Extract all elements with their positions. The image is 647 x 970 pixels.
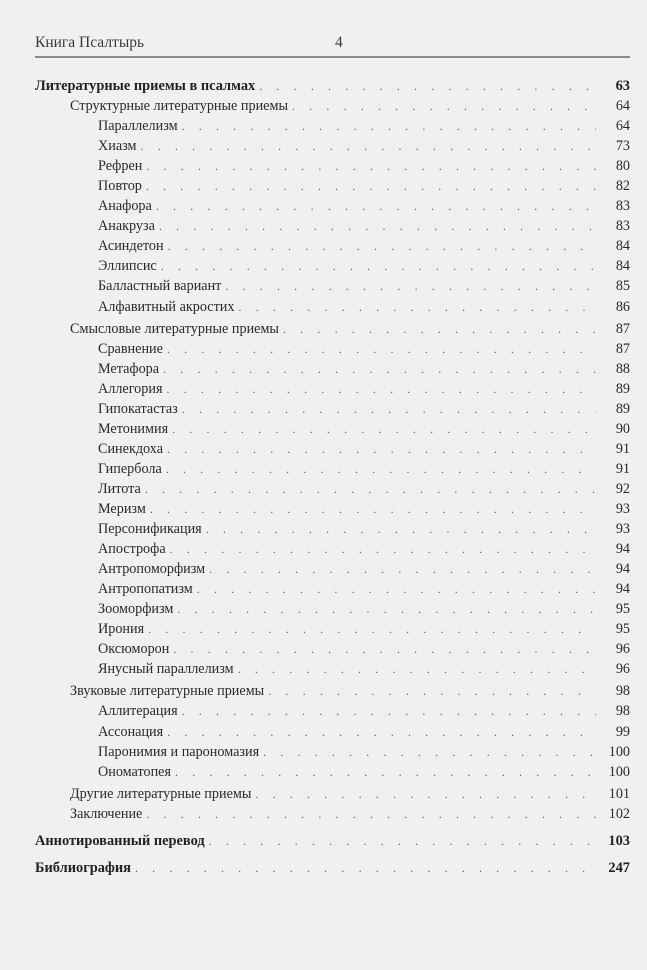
dot-leader: [182, 701, 596, 721]
dot-leader: [161, 256, 596, 276]
toc-entry[interactable]: [35, 701, 630, 721]
dot-leader: [209, 831, 596, 851]
toc-entry[interactable]: [35, 399, 630, 419]
dot-leader: [225, 276, 596, 296]
dot-leader: [156, 196, 596, 216]
toc-entry-page: 80: [615, 158, 630, 175]
toc-entry[interactable]: [35, 722, 630, 742]
dot-leader: [135, 858, 596, 878]
toc-entry-title: Сравнение: [98, 340, 163, 357]
dot-leader: [168, 236, 596, 256]
toc-entry[interactable]: [35, 539, 630, 559]
toc-entry-page: 91: [615, 440, 630, 457]
toc-entry-page: 87: [615, 340, 630, 357]
dot-leader: [209, 559, 596, 579]
dot-leader: [163, 359, 596, 379]
toc-entry[interactable]: [35, 196, 630, 216]
toc-entry-page: 94: [615, 561, 630, 578]
toc-entry-title: Метонимия: [98, 420, 169, 437]
toc-entry-page: 100: [608, 763, 630, 780]
dot-leader: [173, 639, 596, 659]
toc-entry-title: Алфавитный акростих: [98, 298, 235, 315]
toc-entry-title: Меризм: [98, 500, 146, 517]
dot-leader: [167, 722, 596, 742]
toc-entry-title: Паронимия и парономазия: [98, 743, 260, 760]
toc-entry-title: Апострофа: [98, 541, 166, 558]
toc-entry-page: 73: [615, 138, 630, 155]
toc-entry[interactable]: [35, 742, 630, 762]
dot-leader: [177, 599, 596, 619]
dot-leader: [283, 319, 596, 339]
toc-entry-page: 94: [615, 581, 630, 598]
toc-entry[interactable]: [35, 339, 630, 359]
toc-entry-page: 83: [615, 198, 630, 215]
toc-entry-title: Эллипсис: [98, 258, 157, 275]
toc-entry-title: Аллегория: [98, 380, 163, 397]
toc-entry-title: Гипербола: [98, 460, 162, 477]
toc-entry-page: 87: [615, 320, 630, 337]
dot-leader: [167, 339, 596, 359]
dot-leader: [182, 399, 596, 419]
spacer: [35, 824, 630, 831]
dot-leader: [145, 479, 596, 499]
toc-entry[interactable]: [35, 762, 630, 782]
running-header: [35, 34, 630, 58]
toc-entry-title: Антропоморфизм: [98, 561, 206, 578]
toc-entry[interactable]: [35, 96, 630, 116]
dot-leader: [150, 499, 596, 519]
toc-entry-page: 99: [615, 723, 630, 740]
toc-entry-title: Асиндетон: [98, 238, 164, 255]
toc-entry-title: Смысловые литературные приемы: [70, 320, 279, 337]
toc-entry-page: 96: [615, 641, 630, 658]
toc-entry-title: Антропопатизм: [98, 581, 193, 598]
toc-entry[interactable]: [35, 559, 630, 579]
toc-entry[interactable]: [35, 784, 630, 804]
toc-entry-title: Звуковые литературные приемы: [70, 683, 265, 700]
toc-entry-title: Другие литературные приемы: [70, 785, 252, 802]
toc-entry[interactable]: [35, 804, 630, 824]
toc-entry-title: Хиазм: [98, 138, 137, 155]
toc-entry[interactable]: [35, 619, 630, 639]
dot-leader: [206, 519, 596, 539]
toc-entry[interactable]: [35, 216, 630, 236]
toc-entry-page: 93: [615, 521, 630, 538]
book-title: Книга Псалтырь: [35, 34, 145, 51]
toc-entry-page: 90: [615, 420, 630, 437]
dot-leader: [146, 176, 596, 196]
toc-entry[interactable]: [35, 379, 630, 399]
toc-entry-page: 84: [615, 238, 630, 255]
spacer: [35, 851, 630, 858]
toc-entry[interactable]: [35, 681, 630, 701]
dot-leader: [175, 762, 596, 782]
toc-entry-title: Зооморфизм: [98, 601, 174, 618]
toc-entry[interactable]: [35, 319, 630, 339]
toc-entry-page: 92: [615, 480, 630, 497]
toc-entry-page: 86: [615, 298, 630, 315]
toc-entry-title: Гипокатастаз: [98, 400, 178, 417]
toc-entry-page: 85: [615, 278, 630, 295]
toc-entry-page: 64: [615, 98, 630, 115]
toc-entry[interactable]: [35, 439, 630, 459]
toc-entry-title: Ирония: [98, 621, 145, 638]
toc-entry-title: Синекдоха: [98, 440, 164, 457]
toc-entry-page: 96: [615, 661, 630, 678]
toc-entry-title: Аллитерация: [98, 703, 178, 720]
toc-entry-title: Повтор: [98, 178, 142, 195]
toc-entry[interactable]: [35, 156, 630, 176]
toc-entry-title: Библиография: [35, 859, 131, 876]
toc-entry-page: 98: [615, 683, 630, 700]
toc-entry[interactable]: [35, 459, 630, 479]
toc-entry-page: 103: [608, 832, 630, 849]
table-of-contents: [35, 76, 630, 878]
dot-leader: [172, 419, 596, 439]
toc-entry[interactable]: [35, 276, 630, 296]
toc-entry-page: 95: [615, 621, 630, 638]
dot-leader: [263, 742, 596, 762]
dot-leader: [167, 439, 596, 459]
toc-entry-title: Рефрен: [98, 158, 143, 175]
toc-entry[interactable]: [35, 519, 630, 539]
dot-leader: [141, 136, 596, 156]
toc-entry-title: Структурные литературные приемы: [70, 98, 288, 115]
toc-entry-page: 83: [615, 218, 630, 235]
toc-entry-page: 63: [615, 78, 630, 94]
toc-entry-page: 101: [608, 785, 630, 802]
toc-entry[interactable]: [35, 599, 630, 619]
toc-entry-page: 88: [615, 360, 630, 377]
toc-entry-page: 100: [608, 743, 630, 760]
toc-entry-page: 64: [615, 118, 630, 135]
toc-entry-title: Литературные приемы в псалмах: [35, 78, 256, 94]
dot-leader: [239, 297, 597, 317]
toc-entry-page: 84: [615, 258, 630, 275]
toc-entry-title: Анафора: [98, 198, 152, 215]
dot-leader: [255, 784, 596, 804]
toc-entry-title: Ономатопея: [98, 763, 171, 780]
toc-entry-title: Метафора: [98, 360, 160, 377]
toc-entry-page: 91: [615, 460, 630, 477]
toc-entry-title: Ассонация: [98, 723, 164, 740]
toc-entry-page: 247: [608, 859, 630, 876]
dot-leader: [197, 579, 596, 599]
toc-entry-title: Заключение: [70, 805, 143, 822]
dot-leader: [259, 76, 596, 96]
toc-entry-title: Балластный вариант: [98, 278, 222, 295]
dot-leader: [146, 156, 596, 176]
toc-entry[interactable]: [35, 136, 630, 156]
toc-entry[interactable]: [35, 297, 630, 317]
page-number: 4: [335, 34, 343, 51]
toc-entry[interactable]: [35, 479, 630, 499]
toc-entry[interactable]: [35, 359, 630, 379]
toc-entry[interactable]: [35, 579, 630, 599]
toc-entry[interactable]: [35, 499, 630, 519]
toc-entry-title: Анакруза: [98, 218, 155, 235]
toc-entry-page: 98: [615, 703, 630, 720]
toc-entry-page: 82: [615, 178, 630, 195]
toc-entry[interactable]: [35, 236, 630, 256]
toc-entry-page: 89: [615, 380, 630, 397]
toc-entry-title: Янусный параллелизм: [98, 661, 234, 678]
toc-entry-title: Параллелизм: [98, 118, 178, 135]
toc-entry[interactable]: [35, 256, 630, 276]
dot-leader: [238, 659, 596, 679]
toc-entry[interactable]: [35, 858, 630, 878]
dot-leader: [166, 379, 596, 399]
toc-entry-page: 94: [615, 541, 630, 558]
dot-leader: [159, 216, 596, 236]
toc-entry-page: 93: [615, 500, 630, 517]
toc-entry[interactable]: [35, 76, 630, 96]
toc-entry-page: 95: [615, 601, 630, 618]
dot-leader: [268, 681, 596, 701]
dot-leader: [292, 96, 596, 116]
dot-leader: [170, 539, 596, 559]
dot-leader: [166, 459, 596, 479]
toc-entry-title: Литота: [98, 480, 141, 497]
toc-entry-title: Персонификация: [98, 521, 202, 538]
toc-entry-page: 89: [615, 400, 630, 417]
toc-entry-page: 102: [608, 805, 630, 822]
toc-entry[interactable]: [35, 116, 630, 136]
toc-entry-title: Оксюморон: [98, 641, 170, 658]
dot-leader: [148, 619, 596, 639]
toc-entry[interactable]: [35, 831, 630, 851]
dot-leader: [146, 804, 596, 824]
toc-entry[interactable]: [35, 419, 630, 439]
toc-entry[interactable]: [35, 176, 630, 196]
toc-entry[interactable]: [35, 639, 630, 659]
toc-entry[interactable]: [35, 659, 630, 679]
toc-entry-title: Аннотированный перевод: [35, 832, 205, 849]
dot-leader: [182, 116, 596, 136]
